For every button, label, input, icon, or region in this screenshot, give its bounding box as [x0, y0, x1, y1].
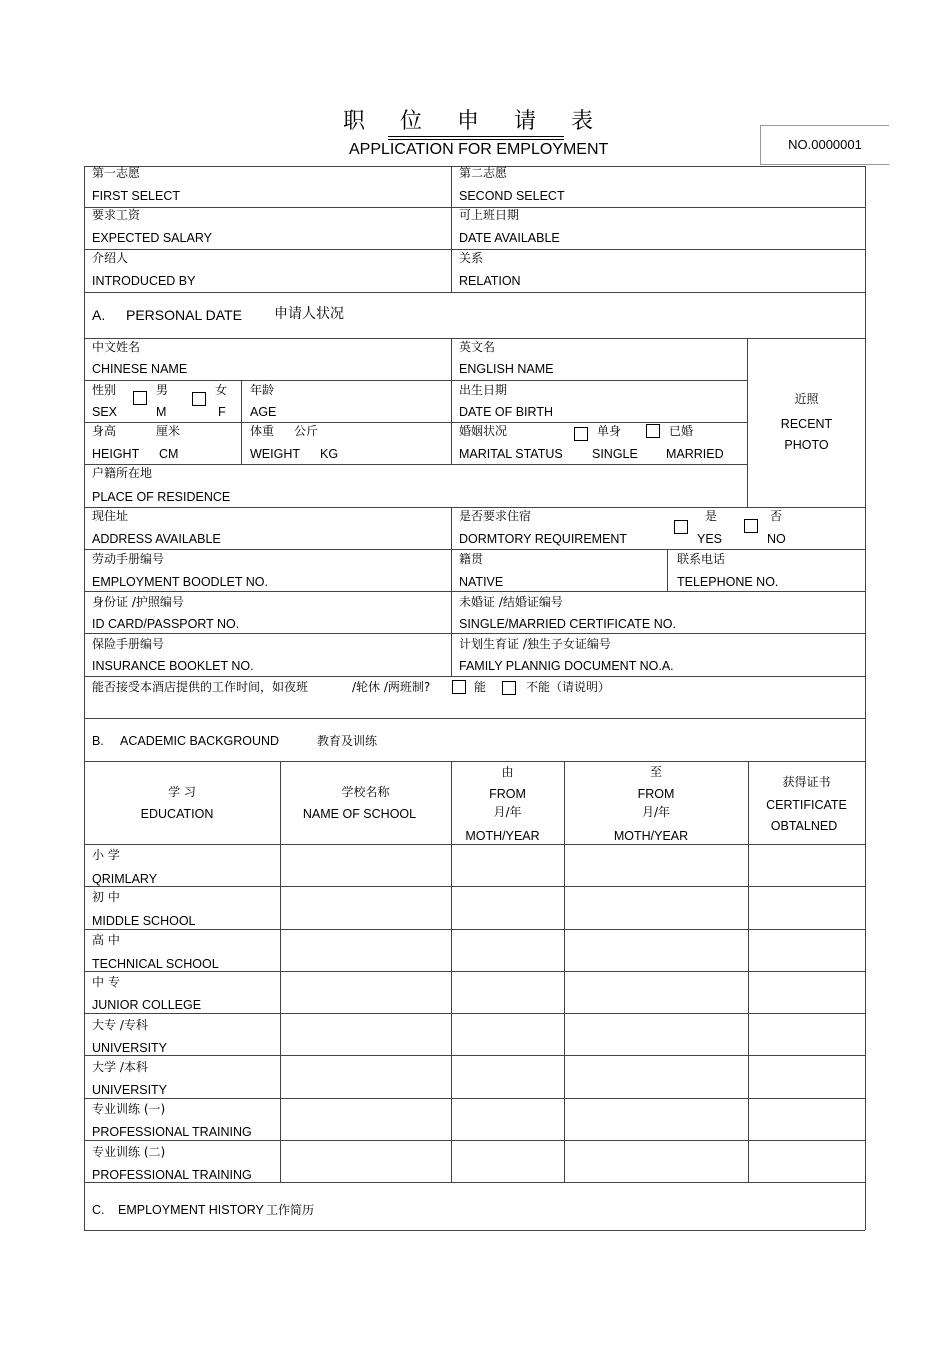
second-select-label: SECOND SELECT: [459, 189, 565, 203]
title-underline: [388, 136, 564, 137]
relation-label-cn: 关系: [459, 251, 484, 265]
dob-label: DATE OF BIRTH: [459, 405, 553, 419]
education-row-label: UNIVERSITY: [92, 1083, 168, 1097]
residence-label: PLACE OF RESIDENCE: [92, 490, 231, 504]
married-label-cn: 已婚: [669, 424, 694, 438]
document-number: NO.0000001: [760, 125, 889, 165]
female-checkbox[interactable]: [192, 392, 206, 406]
female-label-cn: 女: [215, 383, 228, 397]
education-row-label: TECHNICAL SCHOOL: [92, 957, 219, 971]
dormitory-yes-label: YES: [697, 532, 723, 546]
education-row-label-cn: 中 专: [92, 975, 120, 989]
col-line: [280, 761, 281, 1182]
education-row-label: JUNIOR COLLEGE: [92, 998, 202, 1012]
education-header: EDUCATION: [140, 807, 214, 821]
native-label: NATIVE: [459, 575, 504, 589]
education-row-label: MIDDLE SCHOOL: [92, 914, 196, 928]
english-name-label: ENGLISH NAME: [459, 362, 554, 376]
family-planning-label: FAMILY PLANNIG DOCUMENT NO.A.: [459, 659, 674, 673]
employment-booklet-label-cn: 劳动手册编号: [92, 552, 165, 566]
chinese-name-label: CHINESE NAME: [92, 362, 188, 376]
first-select-label: FIRST SELECT: [92, 189, 180, 203]
to-header: FROM: [637, 787, 675, 801]
sex-label: SEX: [92, 405, 118, 419]
row-line: [84, 718, 865, 719]
col-line: [451, 761, 452, 1182]
row-line: [84, 507, 865, 508]
section-b-title-cn: 教育及训练: [317, 734, 378, 748]
education-row-label: UNIVERSITY: [92, 1041, 168, 1055]
expected-salary-label-cn: 要求工资: [92, 208, 141, 222]
education-row-label-cn: 大专 /专科: [92, 1018, 148, 1032]
row-line: [84, 633, 865, 634]
photo-label-line2: PHOTO: [784, 438, 829, 452]
age-label-cn: 年龄: [250, 383, 275, 397]
section-a-title: PERSONAL DATE: [126, 307, 242, 323]
sex-label-cn: 性别: [92, 383, 117, 397]
form-title-chinese: 职 位 申 请 表: [343, 109, 607, 134]
residence-label-cn: 户籍所在地: [92, 466, 153, 480]
to-unit-cn: 月/年: [641, 805, 671, 819]
col-line: [241, 380, 242, 464]
weight-unit-cn: 公斤: [294, 424, 319, 438]
dormitory-label-cn: 是否要求住宿: [459, 509, 532, 523]
education-row-label-cn: 初 中: [92, 890, 120, 904]
employment-booklet-label: EMPLOYMENT BOODLET NO.: [92, 575, 268, 589]
telephone-label: TELEPHONE NO.: [677, 575, 779, 589]
section-c-title: EMPLOYMENT HISTORY: [118, 1203, 264, 1217]
section-c-title-cn: 工作简历: [266, 1203, 315, 1217]
male-checkbox[interactable]: [133, 391, 147, 405]
education-row-label-cn: 高 中: [92, 933, 120, 947]
address-label: ADDRESS AVAILABLE: [92, 532, 221, 546]
certificate-header-line2: OBTALNED: [770, 819, 838, 833]
education-row-label: QRIMLARY: [92, 872, 158, 886]
marital-label: MARITAL STATUS: [459, 447, 563, 461]
education-row-label-cn: 专业训练 (二): [92, 1145, 166, 1159]
table-border: [865, 166, 866, 1230]
certificate-header-cn: 获得证书: [782, 775, 831, 789]
dormitory-yes-label-cn: 是: [705, 509, 718, 523]
row-line: [84, 422, 747, 423]
shift-yes-label: 能: [474, 680, 487, 694]
photo-label-cn: 近照: [794, 392, 819, 406]
id-card-label-cn: 身份证 /护照编号: [92, 595, 184, 609]
date-available-label-cn: 可上班日期: [459, 208, 520, 222]
marital-cert-label: SINGLE/MARRIED CERTIFICATE NO.: [459, 617, 676, 631]
photo-label-line1: RECENT: [780, 417, 833, 431]
weight-label-cn: 体重: [250, 424, 275, 438]
dormitory-no-label: NO: [767, 532, 786, 546]
row-line: [84, 591, 865, 592]
marital-label-cn: 婚姻状况: [459, 424, 508, 438]
section-b-label: B.: [92, 734, 104, 748]
chinese-name-label-cn: 中文姓名: [92, 340, 141, 354]
weight-unit: KG: [320, 447, 339, 461]
height-unit: CM: [159, 447, 179, 461]
dormitory-no-label-cn: 否: [770, 509, 783, 523]
shift-no-checkbox[interactable]: [502, 681, 516, 695]
from-unit-cn: 月/年: [493, 805, 522, 819]
row-line: [84, 380, 747, 381]
table-border: [84, 166, 85, 1230]
col-line: [451, 338, 452, 464]
col-line: [667, 549, 668, 591]
single-checkbox[interactable]: [574, 427, 588, 441]
row-line: [84, 676, 865, 677]
row-line: [84, 249, 865, 250]
address-label-cn: 现住址: [92, 509, 129, 523]
certificate-header-line1: CERTIFICATE: [766, 798, 847, 812]
section-c-label: C.: [92, 1203, 105, 1217]
row-line: [84, 292, 865, 293]
female-label: F: [218, 405, 226, 419]
row-line: [84, 1230, 865, 1231]
single-label-cn: 单身: [597, 424, 622, 438]
insurance-label-cn: 保险手册编号: [92, 637, 165, 651]
native-label-cn: 籍贯: [459, 552, 484, 566]
to-header-cn: 至: [649, 765, 662, 779]
education-header-cn: 学 习: [168, 785, 196, 799]
row-line: [84, 1182, 865, 1183]
section-a-title-cn: 申请人状况: [274, 306, 344, 322]
section-b-title: ACADEMIC BACKGROUND: [120, 734, 280, 748]
date-available-label: DATE AVAILABLE: [459, 231, 560, 245]
shift-no-label: 不能（请说明）: [526, 680, 611, 694]
dob-label-cn: 出生日期: [459, 383, 508, 397]
shift-question-part1: 能否接受本酒店提供的工作时间，如夜班: [92, 680, 309, 694]
col-line: [451, 507, 452, 676]
insurance-label: INSURANCE BOOKLET NO.: [92, 659, 254, 673]
first-select-label-cn: 第一志愿: [92, 166, 141, 180]
from-header: FROM: [489, 787, 526, 801]
relation-label: RELATION: [459, 274, 521, 288]
english-name-label-cn: 英文名: [459, 340, 496, 354]
male-label: M: [156, 405, 167, 419]
row-line: [84, 464, 747, 465]
male-label-cn: 男: [156, 383, 169, 397]
marital-cert-label-cn: 未婚证 /结婚证编号: [459, 595, 563, 609]
married-checkbox[interactable]: [646, 424, 660, 438]
from-header-cn: 由: [501, 765, 514, 779]
height-unit-cn: 厘米: [156, 424, 181, 438]
weight-label: WEIGHT: [250, 447, 300, 461]
expected-salary-label: EXPECTED SALARY: [92, 231, 212, 245]
school-header-cn: 学校名称: [341, 785, 390, 799]
title-underline: [388, 139, 564, 140]
id-card-label: ID CARD/PASSPORT NO.: [92, 617, 240, 631]
education-row-label: PROFESSIONAL TRAINING: [92, 1125, 252, 1139]
school-header: NAME OF SCHOOL: [302, 807, 417, 821]
telephone-label-cn: 联系电话: [677, 552, 726, 566]
family-planning-label-cn: 计划生育证 /独生子女证编号: [459, 637, 611, 651]
education-row-label: PROFESSIONAL TRAINING: [92, 1168, 252, 1182]
dormitory-yes-checkbox[interactable]: [674, 520, 688, 534]
height-label-cn: 身高: [92, 424, 117, 438]
introduced-by-label-cn: 介绍人: [92, 251, 129, 265]
age-label: AGE: [250, 405, 277, 419]
second-select-label-cn: 第二志愿: [459, 166, 508, 180]
col-line: [564, 761, 565, 1182]
section-a-label: A.: [92, 307, 106, 323]
to-unit: MOTH/YEAR: [613, 829, 689, 843]
form-title-english: APPLICATION FOR EMPLOYMENT: [349, 141, 609, 158]
from-unit: MOTH/YEAR: [465, 829, 540, 843]
shift-question-part2: /轮休 /两班制?: [352, 680, 431, 694]
introduced-by-label: INTRODUCED BY: [92, 274, 196, 288]
single-label: SINGLE: [592, 447, 638, 461]
education-row-label-cn: 小 学: [92, 848, 120, 862]
dormitory-no-checkbox[interactable]: [744, 519, 758, 533]
height-label: HEIGHT: [92, 447, 140, 461]
shift-yes-checkbox[interactable]: [452, 680, 466, 694]
education-row-label-cn: 大学 /本科: [92, 1060, 148, 1074]
education-row-label-cn: 专业训练 (一): [92, 1102, 166, 1116]
dormitory-label: DORMTORY REQUIREMENT: [459, 532, 628, 546]
col-line: [451, 166, 452, 292]
row-line: [84, 549, 865, 550]
married-label: MARRIED: [666, 447, 724, 461]
